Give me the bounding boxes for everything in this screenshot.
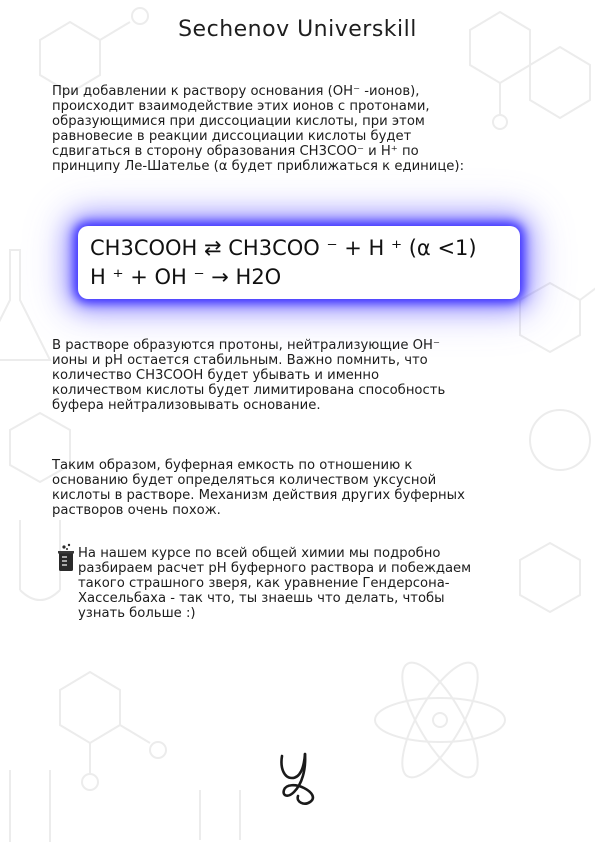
universkill-logo-icon bbox=[272, 748, 324, 806]
paragraph-course-promo: На нашем курсе по всей общей химии мы подробно разбираем расчет рН буферного раствора и побеждаем такого страшного зверя, как уравнение Гендерсона- Хассельбаха - так что, ты знаешь что делать, чтобы узнать больше :) bbox=[78, 546, 472, 621]
paragraph-base-addition: При добавлении к раствору основания (ОН⁻ -ионов), происходит взаимодействие этих ионов с протонами, образующимися при диссоциации кислоты, при этом равновесие в реакции диссоциации кислоты будет сдвигаться в сторону образования СН3СОО⁻ и Н⁺ по принципу Ле-Шательe (α будет приближаться к единице): bbox=[52, 84, 465, 174]
equation-neutralization: H ⁺ + OH ⁻ → H2O bbox=[90, 265, 282, 289]
equation-box bbox=[78, 226, 520, 299]
page-title: Sechenov Universkill bbox=[178, 17, 417, 42]
equation-dissociation: CH3COOH ⇄ CH3COO ⁻ + H ⁺ (α <1) bbox=[90, 236, 477, 260]
paragraph-protons: В растворе образуются протоны, нейтрализующие ОН⁻ ионы и рН остается стабильным. Важно помнить, что количество СН3СООН будет убывать и именно количеством кислоты будет лимитирована способность буфера нейтрализовывать основание. bbox=[52, 338, 446, 413]
paragraph-buffer-capacity: Таким образом, буферная емкость по отношению к основанию будет определяться количеством уксусной кислоты в растворе. Механизм действия других буферных растворов очень похож. bbox=[52, 458, 465, 518]
